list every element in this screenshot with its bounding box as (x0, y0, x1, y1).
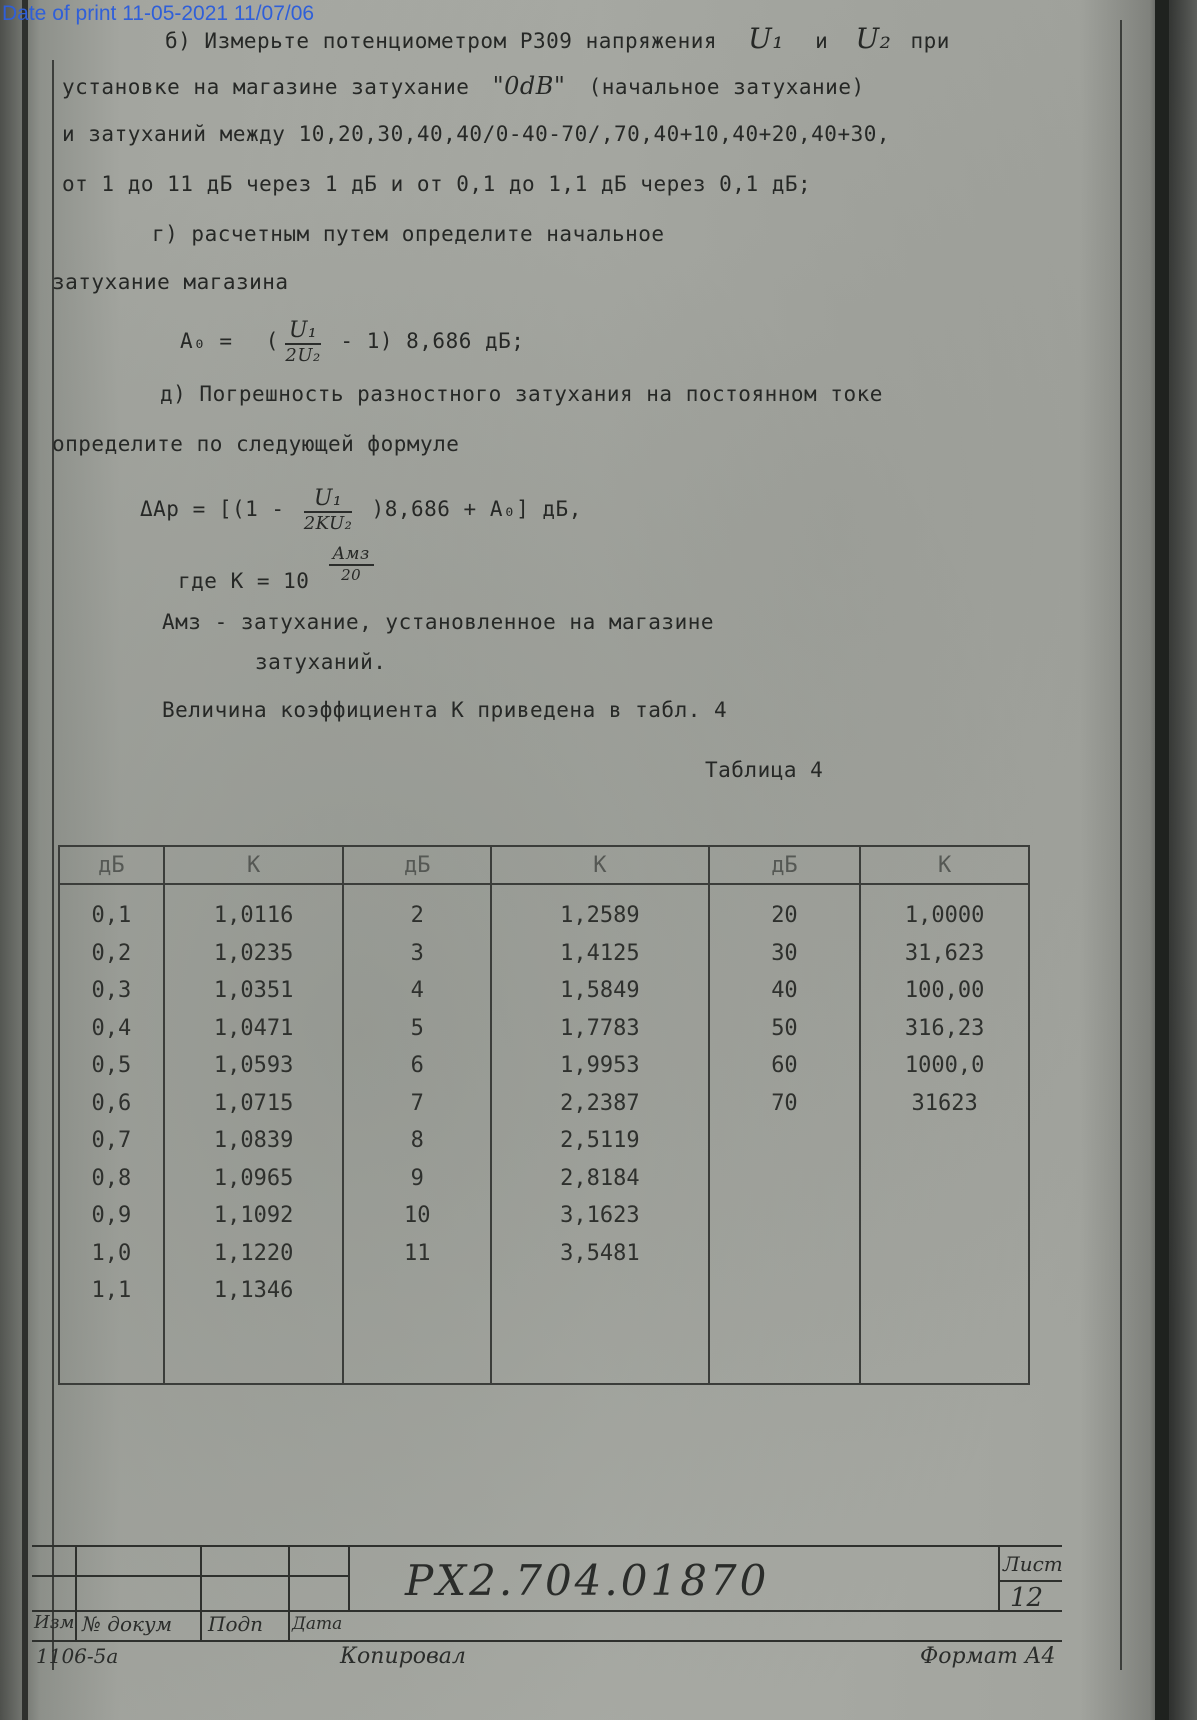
table-cell: 1,0965 (213, 1165, 294, 1191)
titleblock-row-line-1 (32, 1575, 350, 1577)
table-cell: 1,5849 (560, 978, 640, 1003)
list-number: 12 (1010, 1583, 1044, 1613)
table-caption: Таблица 4 (705, 758, 824, 782)
table-cell: 70 (771, 1090, 798, 1116)
formula-a0: A₀ = ( $\frac{\text{U₁}}{\text{2U₂}}$ - 1) 8,686 дБ; (180, 318, 525, 366)
dap-numerator: U₁ (304, 486, 353, 513)
table-cell: 1,0593 (213, 1053, 294, 1078)
table-cell: 7 (410, 1090, 424, 1116)
titleblock-vline-4 (348, 1545, 350, 1610)
k-numerator: Aмз (329, 544, 374, 566)
titleblock-vline-2 (200, 1545, 202, 1640)
col1-k (164, 884, 344, 1384)
table-cell: 1000,0 (904, 1053, 985, 1078)
table-cell: 1,0116 (213, 903, 294, 928)
pri-word: при (910, 29, 950, 53)
format-label: Формат А4 (920, 1644, 1056, 1669)
item-d-line: д) Погрешность разностного затухания на постоянном токе (160, 382, 883, 406)
doc-number: РХ2.704.01870 (405, 1556, 770, 1605)
titleblock-bottom-line (32, 1640, 1062, 1642)
table-cell: 100,00 (904, 978, 985, 1003)
table-cell: 0,2 (91, 940, 132, 966)
table-cell: 1,0715 (213, 1090, 294, 1116)
k-denominator: 20 (341, 566, 362, 584)
amz-definition-cont: затуханий. (255, 650, 387, 674)
table-cell: 1,0235 (213, 940, 294, 966)
table-cell: 5 (410, 1015, 424, 1041)
a0-fraction (285, 318, 321, 366)
list-label: Лист (1003, 1552, 1063, 1576)
table-cell: 8 (410, 1128, 424, 1153)
table-cell: 1,9953 (560, 1053, 640, 1078)
table-cell: 1,1092 (213, 1203, 294, 1228)
step-line: от 1 до 11 дБ через 1 дБ и от 0,1 до 1,1 дБ через 0,1 дБ; (62, 172, 812, 196)
formula-k (178, 544, 380, 593)
table-cell: 6 (410, 1053, 424, 1078)
table-cell: 60 (771, 1053, 798, 1078)
table-cell: 0,3 (91, 978, 132, 1003)
formula-dap (140, 486, 582, 534)
odb-value: "0dB" (492, 72, 566, 100)
table-cell: 0,1 (91, 903, 132, 928)
dap-fraction (304, 486, 353, 534)
install-text: установке на магазине затухание (62, 75, 470, 99)
table-cell: 1,0839 (213, 1128, 294, 1153)
titleblock-list-divider (1000, 1580, 1062, 1582)
u1-symbol: U₁ (748, 22, 784, 55)
dap-tail: )8,686 + A₀] дБ, (371, 497, 582, 521)
table-cell: 1,0471 (213, 1015, 294, 1041)
table-cell: 20 (771, 903, 798, 928)
titleblock-top-line (32, 1545, 1062, 1547)
col-podp: Подп (208, 1612, 264, 1636)
col-izm: Изм (34, 1612, 75, 1633)
col2-k (491, 884, 709, 1384)
a0-denominator: 2U₂ (285, 345, 321, 366)
col2-db (343, 884, 491, 1384)
table-cell: 1,0000 (904, 903, 985, 928)
table-cell: 1,1346 (213, 1278, 294, 1303)
table-cell: 31623 (911, 1090, 978, 1116)
table-cell: 2,8184 (560, 1165, 640, 1191)
table-cell: 4 (410, 978, 424, 1003)
table-cell: 1,0351 (213, 978, 294, 1003)
table-cell: 0,8 (91, 1165, 132, 1191)
header-k-1: K (164, 846, 344, 884)
and-word: и (815, 29, 829, 53)
header-db-1: дБ (59, 846, 164, 884)
table-cell: 11 (404, 1240, 431, 1266)
table-cell: 0,5 (91, 1053, 132, 1078)
table-cell: 2,5119 (560, 1128, 640, 1153)
col1-db (59, 884, 164, 1384)
dap-denominator: 2KU₂ (303, 513, 353, 534)
amz-definition: Aмз - затухание, установленное на магазине (162, 610, 715, 634)
item-b-line (165, 22, 950, 55)
a0-numerator: U₁ (285, 318, 321, 345)
formula-intro-line: определите по следующей формуле (52, 432, 460, 456)
table-cell: 3,5481 (560, 1240, 640, 1266)
print-date-stamp: Date of print 11-05-2021 11/07/06 (2, 2, 315, 25)
table-cell: 0,7 (91, 1128, 132, 1153)
table-cell: 50 (771, 1015, 798, 1041)
table-cell: 1,1220 (213, 1240, 294, 1266)
initial-attenuation-text: (начальное затухание) (588, 75, 865, 99)
frame-right-line (1120, 20, 1122, 1670)
attenuation-list-line: и затуханий между 10,20,30,40,40/0-40-70/,70,40+10,40+20,40+30, (62, 122, 891, 146)
item-b-text: б) Измерьте потенциометром Р309 напряжения (165, 29, 718, 53)
table-cell: 0,6 (91, 1090, 132, 1116)
k-label: где K = 10 (178, 569, 310, 593)
titleblock-vline-3 (288, 1545, 290, 1640)
table-4 (58, 845, 1030, 1385)
left-shadow-edge (22, 0, 28, 1720)
dap-label: ΔAр = [(1 - (140, 497, 285, 521)
header-db-2: дБ (343, 846, 491, 884)
header-k-2: K (491, 846, 709, 884)
table-cell: 0,4 (91, 1015, 132, 1041)
table-cell: 3,1623 (560, 1203, 640, 1228)
table-cell: 1,0 (91, 1240, 132, 1266)
titleblock-vline-5 (998, 1545, 1000, 1610)
table-cell: 40 (771, 978, 798, 1003)
inventory-number: 1106-5а (36, 1644, 119, 1668)
install-line (62, 72, 865, 100)
header-db-3: дБ (709, 846, 861, 884)
table-cell: 30 (771, 940, 798, 966)
table-body-row (59, 884, 1029, 1384)
titleblock-row-line-2 (32, 1610, 1062, 1612)
table-cell: 0,9 (91, 1203, 132, 1228)
table-cell: 9 (410, 1165, 424, 1191)
right-shadow-edge (1155, 0, 1169, 1720)
table-cell: 2 (410, 903, 424, 928)
a0-label: A₀ = (180, 329, 233, 353)
table-cell: 1,4125 (560, 940, 640, 966)
copied-label: Копировал (340, 1644, 466, 1669)
table-cell: 2,2387 (560, 1090, 640, 1116)
table-header-row (59, 846, 1029, 884)
titleblock-vline-1 (75, 1545, 77, 1640)
store-attenuation-line: затухание магазина (52, 270, 289, 294)
header-k-3: K (860, 846, 1029, 884)
table-cell: 10 (404, 1203, 431, 1228)
table-cell: 1,1 (91, 1278, 132, 1303)
u2-symbol: U₂ (855, 22, 892, 55)
frame-left-line (52, 60, 54, 1670)
table-cell: 3 (410, 940, 424, 966)
table-cell: 1,7783 (560, 1015, 640, 1041)
k-exponent (329, 544, 374, 584)
table-cell: 1,2589 (560, 903, 640, 928)
a0-tail: - 1) 8,686 дБ; (340, 329, 525, 353)
col3-k (860, 884, 1029, 1384)
col-data: Дата (292, 1614, 343, 1634)
table-cell: 31,623 (904, 940, 985, 966)
col-ndoc: № докум (82, 1612, 173, 1636)
item-g-line: г) расчетным путем определите начальное (152, 222, 665, 246)
coefficient-note: Величина коэффициента K приведена в табл. 4 (162, 698, 728, 722)
table-cell: 316,23 (904, 1015, 985, 1041)
col3-db (709, 884, 861, 1384)
